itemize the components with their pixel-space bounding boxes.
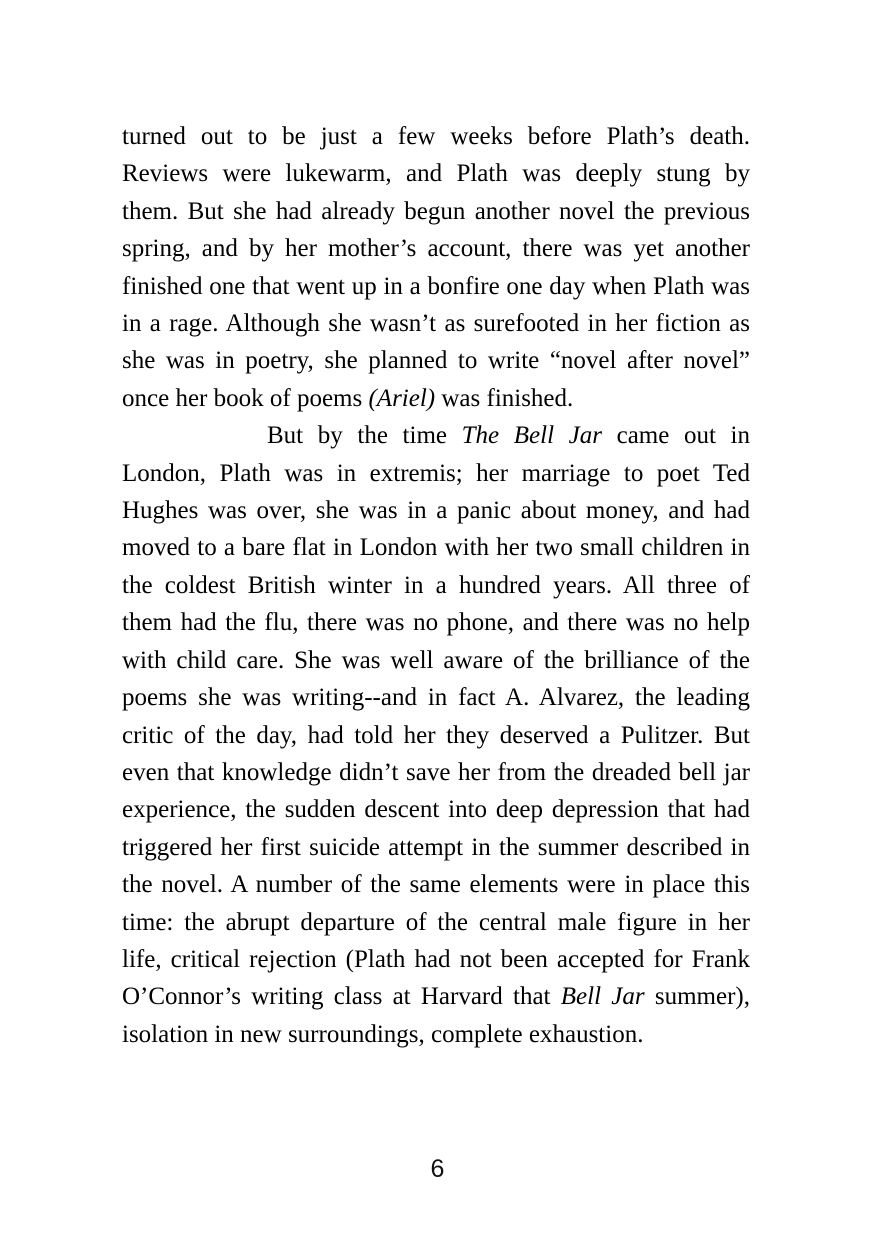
text-line <box>122 417 750 454</box>
page-text <box>122 118 750 1053</box>
text-line <box>122 604 750 641</box>
text-line <box>122 791 750 828</box>
text-segment: finished one that went up in a bonfire one day when Plath was <box>122 272 750 300</box>
text-segment: poems she was writing--and in fact A. Alvarez, the leading <box>122 684 750 712</box>
page-number: 6 <box>430 1155 445 1183</box>
text-line <box>122 1016 750 1053</box>
text-segment: even that knowledge didn’t save her from the dreaded bell jar <box>122 758 750 786</box>
text-segment: was finished. <box>435 384 574 412</box>
text-segment: them had the flu, there was no phone, and there was no help <box>122 609 750 637</box>
text-line <box>122 268 750 305</box>
text-line <box>122 118 750 155</box>
text-line <box>122 941 750 978</box>
paragraph <box>122 118 750 417</box>
text-segment: triggered her first suicide attempt in the summer described in <box>122 833 750 861</box>
text-line <box>122 380 750 417</box>
text-segment: summer), <box>644 983 750 1011</box>
text-line <box>122 829 750 866</box>
text-line <box>122 679 750 716</box>
text-segment: turned out to be just a few weeks before Plath’s death. <box>122 123 750 150</box>
text-line <box>122 904 750 941</box>
text-line <box>122 642 750 679</box>
text-segment: moved to a bare flat in London with her two small children in <box>122 534 750 562</box>
text-line <box>122 305 750 342</box>
text-line <box>122 230 750 267</box>
text-segment: with child care. She was well aware of the brilliance of the <box>122 646 750 674</box>
book-title-italic: The Bell Jar <box>461 422 602 450</box>
text-segment: she was in poetry, she planned to write “novel after novel” <box>122 347 750 375</box>
text-segment: in a rage. Although she wasn’t as surefooted in her fiction as <box>122 310 750 338</box>
text-segment: came out in <box>601 422 750 450</box>
text-line <box>122 455 750 492</box>
text-line <box>122 567 750 604</box>
text-segment: Hughes was over, she was in a panic about money, and had <box>122 497 750 525</box>
text-line <box>122 193 750 230</box>
text-segment: spring, and by her mother’s account, there was yet another <box>122 235 750 263</box>
text-line <box>122 717 750 754</box>
text-line <box>122 529 750 566</box>
text-segment: London, Plath was in extremis; her marriage to poet Ted <box>122 459 750 487</box>
text-segment: time: the abrupt departure of the central male figure in her <box>122 908 750 936</box>
book-title-italic: Bell Jar <box>560 983 645 1011</box>
text-segment: life, critical rejection (Plath had not been accepted for Frank <box>122 945 750 973</box>
text-segment: the novel. A number of the same elements were in place this <box>122 871 750 899</box>
text-segment: But by the time <box>267 422 462 450</box>
text-segment: the coldest British winter in a hundred years. All three of <box>122 571 750 599</box>
text-line <box>122 866 750 903</box>
text-segment: experience, the sudden descent into deep depression that had <box>122 796 750 824</box>
text-line <box>122 978 750 1015</box>
text-segment: once her book of poems <box>122 384 369 412</box>
text-segment: O’Connor’s writing class at Harvard that <box>122 983 561 1011</box>
book-title-italic: (Ariel) <box>368 384 436 412</box>
text-line <box>122 342 750 379</box>
text-segment: isolation in new surroundings, complete exhaustion. <box>122 1020 644 1048</box>
text-line <box>122 754 750 791</box>
text-segment: them. But she had already begun another novel the previous <box>122 197 750 225</box>
text-segment: Reviews were lukewarm, and Plath was deeply stung by <box>122 160 750 188</box>
text-segment: critic of the day, had told her they deserved a Pulitzer. But <box>122 721 750 749</box>
text-line <box>122 155 750 192</box>
paragraph <box>122 417 750 1053</box>
text-line <box>122 492 750 529</box>
